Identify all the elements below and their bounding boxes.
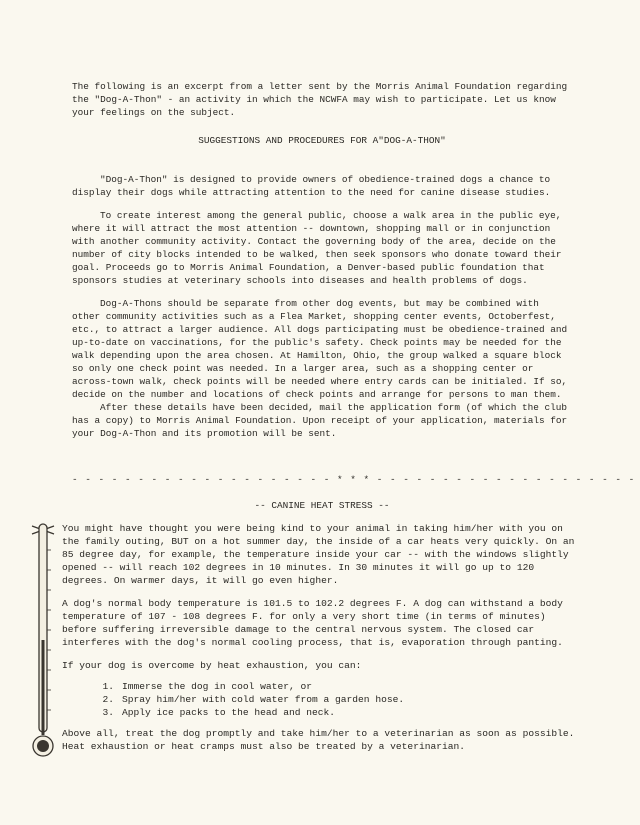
thermometer-icon bbox=[30, 520, 56, 770]
dog-a-thon-section bbox=[72, 173, 572, 440]
suggestions-heading: SUGGESTIONS AND PROCEDURES FOR A"DOG-A-THON" bbox=[198, 135, 446, 146]
intro-paragraph bbox=[72, 80, 572, 119]
heat-stress-section bbox=[62, 522, 576, 753]
intro-text: The following is an excerpt from a letter sent by the Morris Animal Foundation regarding the "Dog-A-Thon" - an activity in which the NCWFA may wish to participate. Let us know your feelings on the subject. bbox=[72, 81, 568, 118]
paragraph-2: To create interest among the general public, choose a walk area in the public eye, where it will attract the most attention -- downtown, shopping mall or in conjunction with another community activity. Contact the governing body of the area, decide on the number of city blocks intended to be walked, then seek sponsors who donate toward their goal. Proceeds go to Morris Animal Foundation, a Denver-based public foundation that sponsors studies at veterinary schools into diseases and health problems of dogs. bbox=[72, 210, 562, 286]
heat-paragraph-3: If your dog is overcome by heat exhaustion, you can: bbox=[62, 660, 362, 671]
paragraph-3: Dog-A-Thons should be separate from other dog events, but may be combined with other community activities such as a Flea Market, shopping center events, Octoberfest, etc., to attract a larger audience. All dogs participating must be obedience-trained and up-to-date on vaccinations, for the public's safety. Check points may be needed for the walk depending upon the area chosen. At Hamilton, Ohio, the group walked a square block so only one check point was needed. In a larger area, such as a shopping center or across-town walk, check points will be needed where entry cards can be initialed. If so, decide on the number and locations of check points and arrange for persons to man them. bbox=[72, 298, 568, 400]
heat-paragraph-2: A dog's normal body temperature is 101.5 to 102.2 degrees F. A dog can withstand a body temperature of 107 - 108 degrees F. for only a very short time (in terms of minutes) before suffering irreversible damage to the central nervous system. The closed car interferes with the dog's normal cooling process, that is, evaporation through panting. bbox=[62, 598, 563, 648]
heat-stress-heading: -- CANINE HEAT STRESS -- bbox=[254, 500, 390, 511]
heat-paragraph-1: You might have thought you were being kind to your animal in taking him/her with you on the family outing, BUT on a hot summer day, the inside of a car heats very quickly. On an 85 degree day, for example, the temperature inside your car -- with the windows slightly opened -- will reach 102 degrees in 10 minutes. In 30 minutes it will go up to 120 degrees. On warmer days, it will go even higher. bbox=[62, 523, 575, 586]
list-item: 1. Immerse the dog in cool water, or bbox=[102, 681, 312, 692]
heat-paragraph-4: Above all, treat the dog promptly and take him/her to a veterinarian as soon as possible. Heat exhaustion or heat cramps must also be treated by a veterinarian. bbox=[62, 728, 575, 752]
section-separator: - - - - - - - - - - - - - - - - - - - - * * * - - - - - - - - - - - - - - - - - - - - bbox=[72, 474, 636, 485]
paragraph-1: "Dog-A-Thon" is designed to provide owners of obedience-trained dogs a chance to display their dogs while attracting attention to the need for canine disease studies. bbox=[72, 174, 551, 198]
first-aid-list bbox=[62, 680, 576, 719]
list-item: 2. Spray him/her with cold water from a garden hose. bbox=[102, 694, 405, 705]
paragraph-4: After these details have been decided, mail the application form (of which the club has a copy) to Morris Animal Foundation. Upon receipt of your application, materials for your Dog-A-Thon and its promotion will be sent. bbox=[72, 402, 568, 439]
list-item: 3. Apply ice packs to the head and neck. bbox=[102, 707, 336, 718]
